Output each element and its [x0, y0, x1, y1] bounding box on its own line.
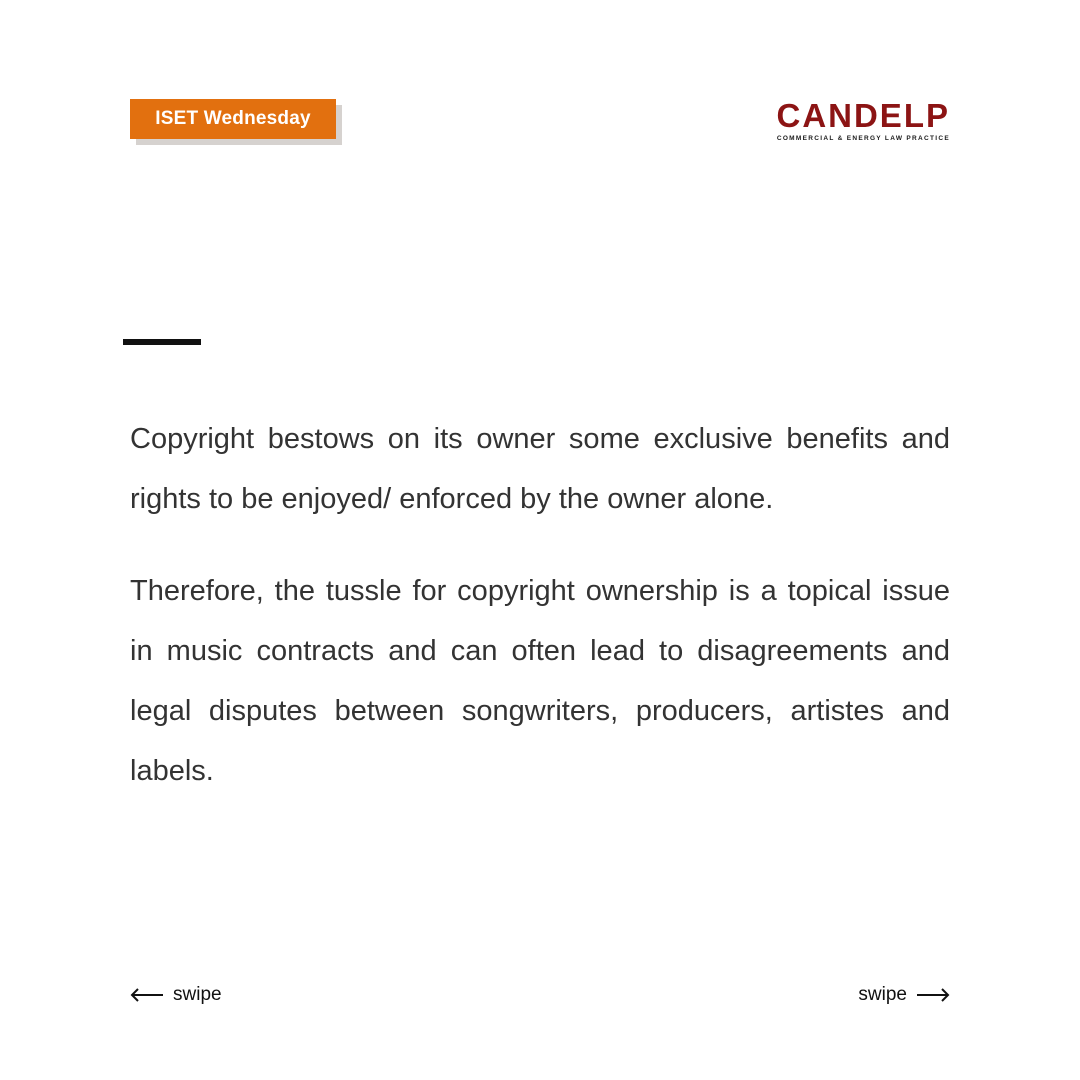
paragraph: Copyright bestows on its owner some exclusive benefits and rights to be enjoyed/ enforced by the owner alone. [130, 423, 950, 515]
brand-name: CANDELP [776, 97, 950, 134]
accent-divider [123, 339, 201, 345]
swipe-next[interactable] [858, 984, 950, 1006]
series-tag-label: ISET Wednesday [130, 99, 336, 139]
arrow-right-icon [916, 988, 950, 1002]
swipe-next-label: swipe [858, 984, 907, 1005]
brand-tagline: COMMERCIAL & ENERGY LAW PRACTICE [776, 135, 950, 142]
brand-logo [776, 99, 950, 142]
paragraph: Therefore, the tussle for copyright ownership is a topical issue in music contracts and can often lead to disagreements and legal disputes between songwriters, producers, artistes and labels. [130, 575, 950, 787]
body-copy [130, 409, 950, 833]
arrow-left-icon [130, 988, 164, 1002]
series-tag [130, 99, 336, 139]
swipe-prev[interactable] [130, 984, 222, 1006]
swipe-prev-label: swipe [173, 984, 222, 1005]
